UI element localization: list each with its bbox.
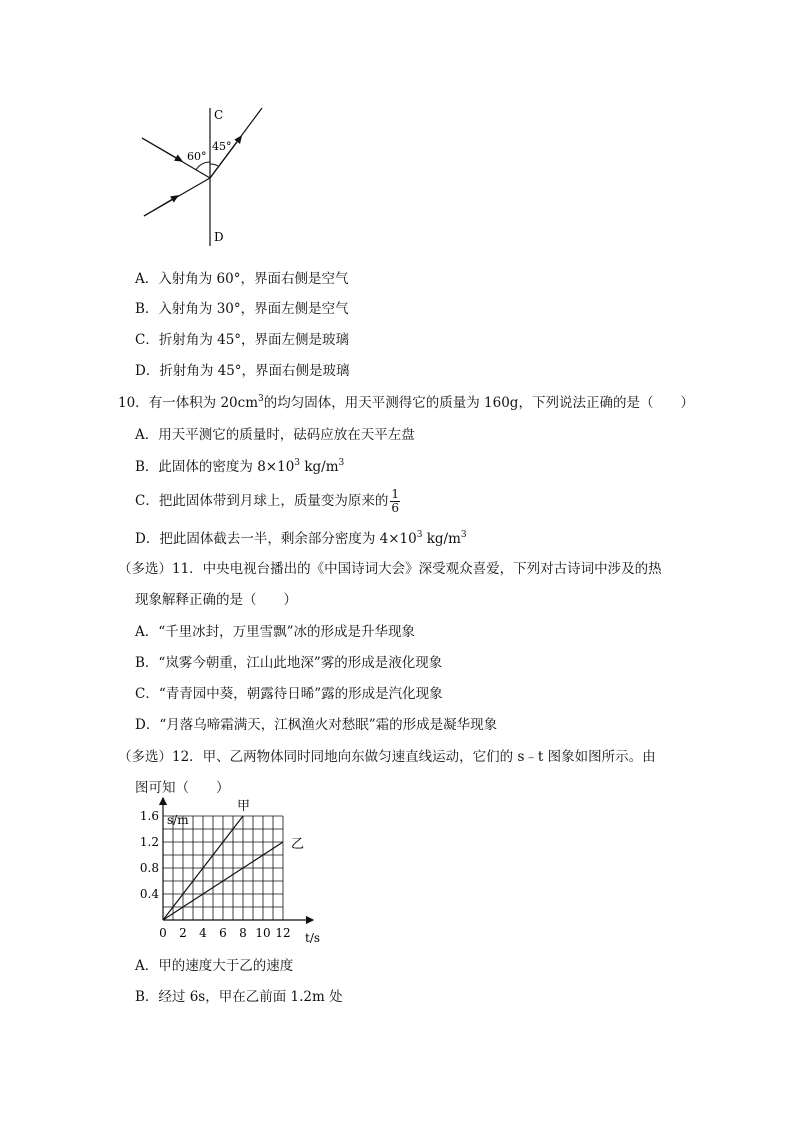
q11-option-d: D．“月落乌啼霜满天，江枫渔火对愁眠”霜的形成是凝华现象: [135, 717, 498, 733]
ray-lower-left-arrow: [144, 197, 176, 216]
q10-option-c: C．把此固体带到月球上，质量变为原来的 $\frac{1}{6}$: [135, 487, 399, 515]
q12-stem-line1: （多选）12．甲、乙两物体同时同地向东做匀速直线运动，它们的 s﹣t 图象如图所示。由: [118, 749, 656, 765]
x-tick-label: 2: [179, 926, 187, 940]
q12-stem-line2: 图可知（ ）: [135, 780, 230, 796]
y-tick-label: 1.6: [139, 809, 159, 823]
angle-label-45: 45°: [212, 140, 232, 153]
x-axis-label: t/s: [305, 931, 321, 945]
q9-option-c: C．折射角为 45°，界面左侧是玻璃: [135, 332, 350, 348]
x-tick-label: 8: [239, 926, 247, 940]
q11-option-c: C．“青青园中葵，朝露待日晞”露的形成是汽化现象: [135, 686, 443, 702]
q9-option-a: A．入射角为 60°，界面右侧是空气: [135, 271, 349, 287]
label-c: C: [214, 108, 224, 122]
y-tick-label: 0.8: [139, 861, 159, 875]
x-tick-label: 0: [159, 926, 167, 940]
q11-option-b: B．“岚雾今朝重，江山此地深”雾的形成是液化现象: [135, 655, 443, 671]
q10-option-a: A．用天平测它的质量时，砝码应放在天平左盘: [135, 427, 415, 443]
q10-option-d: D．把此固体截去一半，剩余部分密度为 $4\times 10^3$ $kg/m^3$: [135, 530, 467, 547]
y-tick-label: 1.2: [139, 835, 159, 849]
x-tick-label: 6: [219, 926, 227, 940]
q12-option-a: A．甲的速度大于乙的速度: [135, 958, 294, 974]
refraction-diagram: [130, 100, 280, 250]
x-tick-label: 4: [199, 926, 207, 940]
q9-option-b: B．入射角为 30°，界面左侧是空气: [135, 301, 349, 317]
angle-label-60: 60°: [187, 150, 207, 163]
angle-arc-right: [210, 164, 218, 166]
s-t-chart: [135, 799, 335, 947]
label-d: D: [214, 230, 224, 244]
angle-arc: [196, 162, 210, 170]
series-label-jia: 甲: [237, 799, 251, 814]
q10-stem: 10．有一体积为 $20cm^3$的均匀固体，用天平测得它的质量为 160g，下列说法正确的是（ ）: [118, 394, 694, 411]
q11-stem-line1: （多选）11．中央电视台播出的《中国诗词大会》深受观众喜爱，下列对古诗词中涉及的热: [118, 561, 662, 577]
q9-option-d: D．折射角为 45°，界面右侧是玻璃: [135, 363, 350, 379]
series-label-yi: 乙: [291, 837, 305, 852]
fraction-one-sixth: $\frac{1}{6}$: [391, 487, 399, 515]
y-tick-label: 0.4: [139, 887, 159, 901]
q10-option-b: B．此固体的密度为 $8\times 10^3$ $kg/m^3$: [135, 458, 345, 475]
x-tick-label: 10: [255, 926, 271, 940]
ray-upper-left-arrow: [142, 138, 180, 160]
q11-option-a: A．“千里冰封，万里雪飘”冰的形成是升华现象: [135, 624, 416, 640]
y-axis-label: s/m: [167, 813, 189, 827]
x-tick-label: 12: [275, 926, 291, 940]
q11-stem-line2: 现象解释正确的是（ ）: [135, 592, 297, 608]
q12-option-b: B．经过 6s，甲在乙前面 1.2m 处: [135, 989, 343, 1005]
